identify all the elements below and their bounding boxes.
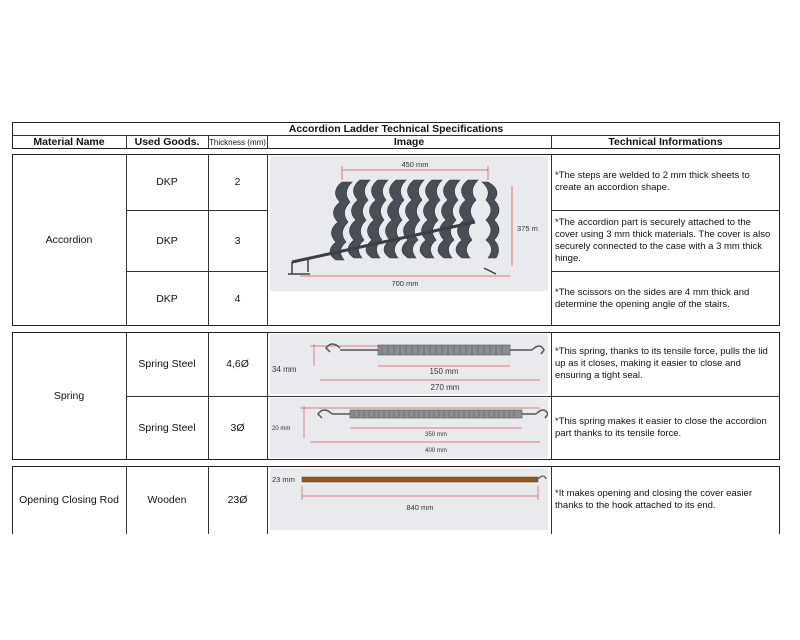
spring-goods-2: Spring Steel: [138, 422, 196, 434]
accordion-info-2: *The accordion part is securely attached to the cover using 3 mm thick materials. The cover is also securely connected to the case with a 3 mm thick hinge.: [555, 216, 771, 264]
spring-1-height-label: 34 mm: [272, 365, 297, 374]
spring-thickness-1: 4,6Ø: [226, 358, 249, 370]
accordion-image: [270, 156, 548, 291]
header-technical-info: Technical Informations: [608, 136, 723, 148]
rod-goods: Wooden: [147, 494, 187, 506]
rod-info: *It makes opening and closing the cover easier thanks to the hook attached to its end.: [555, 488, 752, 511]
spring-goods-1: Spring Steel: [138, 358, 196, 370]
header-material-name: Material Name: [33, 136, 105, 148]
accordion-goods-1: DKP: [156, 176, 178, 188]
table-title: Accordion Ladder Technical Specifications: [288, 123, 504, 135]
header-image: Image: [393, 136, 425, 148]
spring-drawing-1: [270, 334, 548, 394]
accordion-info-1: *The steps are welded to 2 mm thick sheets to create an accordion shape.: [555, 170, 750, 193]
accordion-thickness-2: 3: [234, 234, 241, 247]
spring-2-coil-label: 350 mm: [425, 432, 447, 438]
spring-1-total-label: 270 mm: [430, 383, 460, 392]
spring-info-2: *This spring makes it easier to close the accordion part thanks to its tensile force.: [555, 416, 767, 439]
accordion-goods-3: DKP: [156, 292, 178, 305]
accordion-drawing: [270, 156, 548, 291]
spring-2-height-label: 20 mm: [272, 426, 291, 432]
header-thickness: Thickness (mm): [209, 137, 266, 147]
accordion-info-3: *The scissors on the sides are 4 mm thick and determine the opening angle of the stairs.: [555, 286, 750, 310]
accordion-height-label: 375 m: [517, 224, 538, 233]
accordion-width-label: 450 mm: [401, 160, 429, 169]
accordion-length-label: 700 mm: [391, 279, 419, 288]
spring-2-total-label: 400 mm: [425, 448, 447, 454]
accordion-goods-2: DKP: [156, 234, 178, 247]
spring-drawing-2: [270, 398, 548, 458]
spring-image-2: [270, 398, 548, 458]
spring-thickness-2: 3Ø: [230, 422, 245, 434]
rod-thickness: 23Ø: [227, 494, 248, 506]
rod-diameter-label: 23 mm: [272, 475, 295, 484]
spring-material-name: Spring: [53, 390, 85, 402]
accordion-material-name: Accordion: [45, 234, 93, 246]
rod-length-label: 840 mm: [406, 503, 434, 512]
spring-1-coil-label: 150 mm: [429, 367, 459, 376]
header-used-goods: Used Goods.: [134, 136, 200, 148]
spring-info-1: *This spring, thanks to its tensile force, pulls the lid up as it closes, making it easier to close and ensuring a tight seal.: [555, 346, 768, 381]
accordion-thickness-1: 2: [234, 176, 241, 188]
rod-material-name: Opening Closing Rod: [19, 494, 119, 506]
rod-image: [270, 468, 548, 530]
accordion-thickness-3: 4: [234, 292, 241, 305]
rod-drawing: [270, 468, 548, 530]
spring-image-1: [270, 334, 548, 394]
